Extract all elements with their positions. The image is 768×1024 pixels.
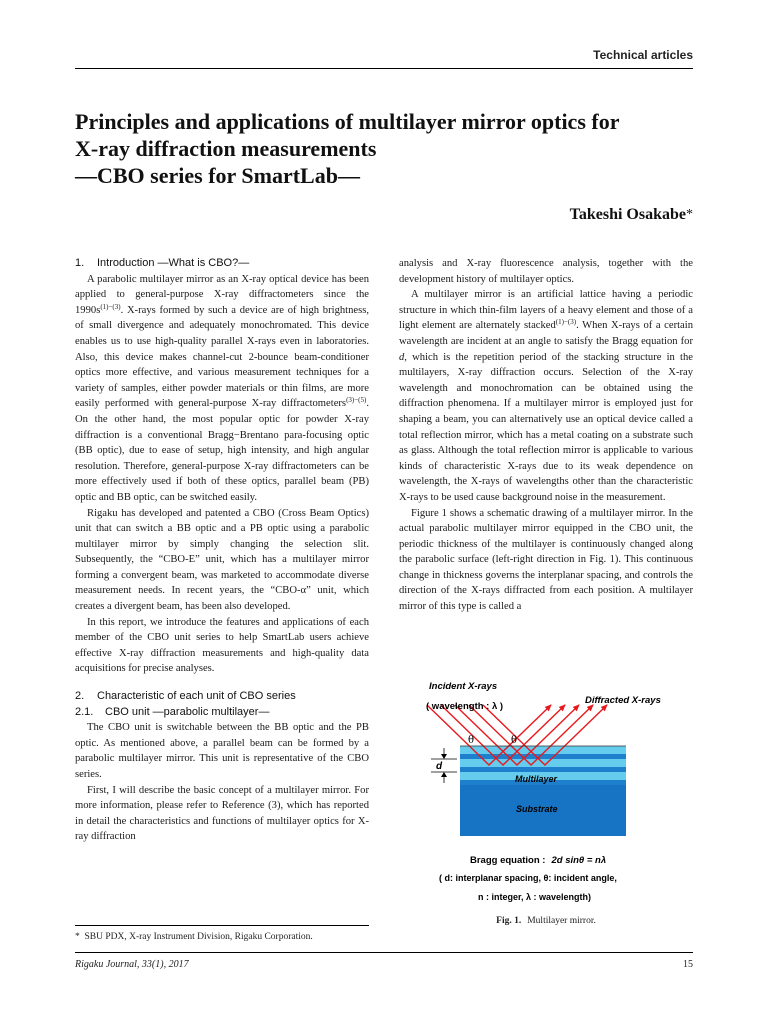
- citation: (3)−(5): [346, 396, 367, 405]
- title-line-1: Principles and applications of multilayer mirror optics for: [75, 109, 620, 134]
- section-1-heading: [75, 256, 369, 272]
- footer-rule: [75, 952, 693, 953]
- multilayer-layer: [460, 754, 626, 759]
- paragraph: A parabolic multilayer mirror as an X-ray optical device has been applied to general-purpose X-ray diffractometers since the 1990s$^{(1)-(3)}$. X-rays formed by such a device are of high brightness, of small divergence and adequately monochromated. This device enables us to use high-quality parallel X-rays even in laboratories. Also, this device makes channel-cut 2-bounce beam-conditioner optics more effective, and various measurement techniques for a variety of samples, either powder materials or thin films, are more easily performed with general-purpose X-ray diffractometers$^{(3)-(5)}$. On the other hand, the most popular optic for powder X-ray diffraction is a conventional Bragg−Brentano para-focusing optic (BB optic), due to ease of setup, high intensity, and high angular resolution. Therefore, general-purpose X-ray diffractometers can be more effectively used if both of these optics, parallel beam (PB) optic and BB optic, can be switched easily.: [75, 273, 369, 503]
- figure-caption-text: Multilayer mirror.: [527, 916, 596, 926]
- figure-caption: [399, 916, 693, 926]
- figure-svg: [423, 678, 685, 908]
- figure-multilayer-mirror: [423, 678, 685, 908]
- section-title: Characteristic of each unit of CBO series: [97, 690, 296, 703]
- substrate-label: Substrate: [516, 804, 558, 814]
- diffracted-label: Diffracted X-rays: [585, 695, 661, 706]
- footnote-text: SBU PDX, X-ray Instrument Division, Rigaku Corporation.: [84, 932, 313, 942]
- paragraph: The CBO unit is switchable between the BB optic and the PB optic. As mentioned above, a parallel beam can be formed by a parabolic multilayer mirror. This unit is representative of the CBO series.: [75, 722, 369, 780]
- right-column: [399, 256, 693, 615]
- section-title: Introduction —What is CBO?—: [97, 257, 250, 269]
- multilayer-label: Multilayer: [515, 774, 558, 784]
- article-title: [75, 108, 708, 189]
- footnote-mark: *: [75, 932, 80, 942]
- wavelength-label: ( wavelength : λ ): [426, 701, 504, 712]
- figure-number: Fig. 1.: [496, 916, 522, 926]
- theta-incident-label: θ: [468, 735, 475, 746]
- footnote: [75, 932, 313, 942]
- equation-legend-2: n : integer, λ : wavelength): [478, 892, 592, 902]
- d-arrowhead: [441, 772, 447, 777]
- d-label: d: [436, 761, 443, 772]
- author-name: Takeshi Osakabe: [569, 206, 686, 223]
- title-line-3: —CBO series for SmartLab—: [75, 163, 360, 188]
- section-number: 2.: [75, 690, 85, 703]
- citation: (1)−(3): [555, 318, 577, 327]
- section-label: Technical articles: [593, 48, 693, 62]
- journal-citation: Rigaku Journal, 33(1), 2017: [75, 959, 189, 970]
- section-number: 1.: [75, 257, 85, 269]
- paragraph: First, I will describe the basic concept of a multilayer mirror. For more information, please refer to Reference (3), which has reported in detail the characteristics and functions of multilayer optics for X-ray diffraction: [75, 784, 369, 843]
- paragraph: Rigaku has developed and patented a CBO (Cross Beam Optics) unit that can switch a BB optic and a PB optic using a parabolic multilayer mirror by simply changing the selection slit. Subsequently, the “CBO-E” unit, which has a multilayer mirror forming a convergent beam, was marketed to accommodate diverse measurement needs. In recent years, the “CBO-α” unit, which creates a divergent beam, has been also developed.: [75, 507, 369, 613]
- paragraph: Figure 1 shows a schematic drawing of a multilayer mirror. In the actual parabolic multilayer mirror equipped in the CBO unit, the periodic thickness of the multilayer is continuously changed along the parabolic surface (left-right direction in Fig. 1). This continuous change in thickness governs the interplanar spacing, and controls the direction of the X-rays diffracted from each position. A multilayer mirror of this type is called a: [399, 507, 693, 613]
- footnote-rule: [75, 925, 369, 926]
- subsection-title: CBO unit —parabolic multilayer—: [105, 705, 270, 718]
- variable-d: d: [399, 351, 405, 363]
- title-line-2: X-ray diffraction measurements: [75, 136, 377, 161]
- author: [570, 206, 693, 224]
- d-arrowhead: [441, 754, 447, 759]
- citation: (1)−(3): [100, 302, 121, 311]
- author-footnote-mark: *: [686, 207, 693, 222]
- page-number: 15: [683, 959, 693, 970]
- paragraph: analysis and X-ray fluorescence analysis, together with the development history of multilayer optics.: [399, 258, 693, 285]
- bragg-equation: Bragg equation : 2d sinθ = nλ: [470, 855, 607, 866]
- equation-legend-1: ( d: interplanar spacing, θ: incident angle,: [439, 873, 617, 883]
- theta-diffracted-label: θ: [511, 735, 518, 746]
- subsection-heading: [75, 705, 369, 721]
- subsection-number: 2.1.: [75, 705, 94, 718]
- multilayer-layer: [460, 767, 626, 772]
- incident-label: Incident X-rays: [429, 681, 498, 692]
- section-2-heading: [75, 689, 369, 705]
- left-column: [75, 256, 369, 845]
- paragraph: A multilayer mirror is an artificial lattice having a periodic structure in which thin-film layers of a heavy element and those of a light element are alternately stacked$^{(1)-(3)}$. When X-rays of a certain wavelength are incident at an angle to satisfy the Bragg equation for d, which is the repetition period of the stacking structure in the multilayers, X-ray diffraction occurs. Selection of the X-ray wavelength and monochromation can be obtained using the diffraction phenomena. If a multilayer mirror is employed just for shaping a beam, you can alternatively use an optical device called a total reflection mirror, which has a metal coating on a substrate such as glass. Although the total reflection mirror is applicable to various kinds of characteristic X-rays due to its weak dependence on wavelength, the X-rays of wavelengths other than the characteristic X-rays to be used cause background noise in the measurement.: [399, 289, 694, 503]
- paragraph: In this report, we introduce the features and applications of each member of the CBO unit series to help SmartLab users achieve effective X-ray diffraction measurements and high-quality data acquisitions for precise analyses.: [75, 616, 369, 675]
- header-rule: [75, 68, 693, 69]
